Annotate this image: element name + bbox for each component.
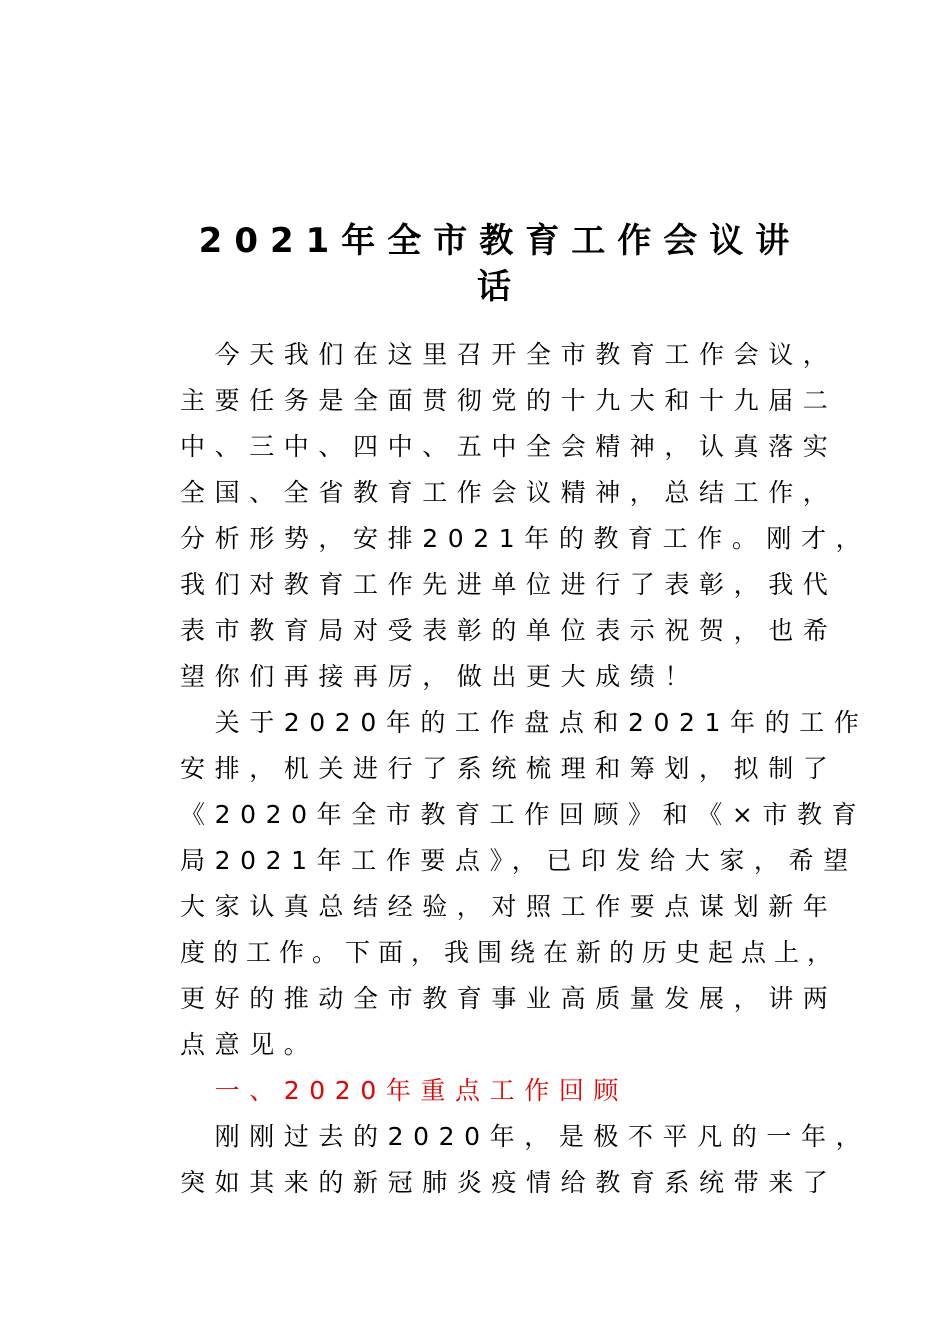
- body-line: 局2021年工作要点》，已印发给大家，希望: [180, 846, 858, 875]
- body-line: 分析形势，安排2021年的教育工作。刚才，: [180, 524, 871, 553]
- body-line: 主要任务是全面贯彻党的十九大和十九届二: [180, 386, 838, 415]
- body-line: 刚刚过去的2020年，是极不平凡的一年，: [180, 1122, 871, 1151]
- body-line: 《2020年全市教育工作回顾》和《×市教育: [180, 800, 867, 829]
- body-line: 我们对教育工作先进单位进行了表彰，我代: [180, 570, 838, 599]
- body-line: 度的工作。下面，我围绕在新的历史起点上，: [180, 938, 841, 967]
- section-heading: 一、2020年重点工作回顾: [180, 1076, 629, 1105]
- body-line: 望你们再接再厉，做出更大成绩！: [180, 662, 700, 691]
- body-line: 今天我们在这里召开全市教育工作会议，: [180, 340, 838, 369]
- body-line: 关于2020年的工作盘点和2021年的工作: [180, 708, 869, 737]
- body-line: 中、三中、四中、五中全会精神，认真落实: [180, 432, 838, 461]
- body-line: 点意见。: [180, 1030, 319, 1059]
- body-line: 全国、全省教育工作会议精神，总结工作，: [180, 478, 838, 507]
- body-line: 更好的推动全市教育事业高质量发展，讲两: [180, 984, 838, 1013]
- body-line: 安排，机关进行了系统梳理和筹划，拟制了: [180, 754, 838, 783]
- body-line: 大家认真总结经验，对照工作要点谋划新年: [180, 892, 838, 921]
- body-line: 突如其来的新冠肺炎疫情给教育系统带来了: [180, 1168, 838, 1197]
- document-title-line-1: 2021年全市教育工作会议讲: [198, 221, 802, 261]
- document-title-line-2: 话: [477, 267, 523, 307]
- body-line: 表市教育局对受表彰的单位表示祝贺，也希: [180, 616, 838, 645]
